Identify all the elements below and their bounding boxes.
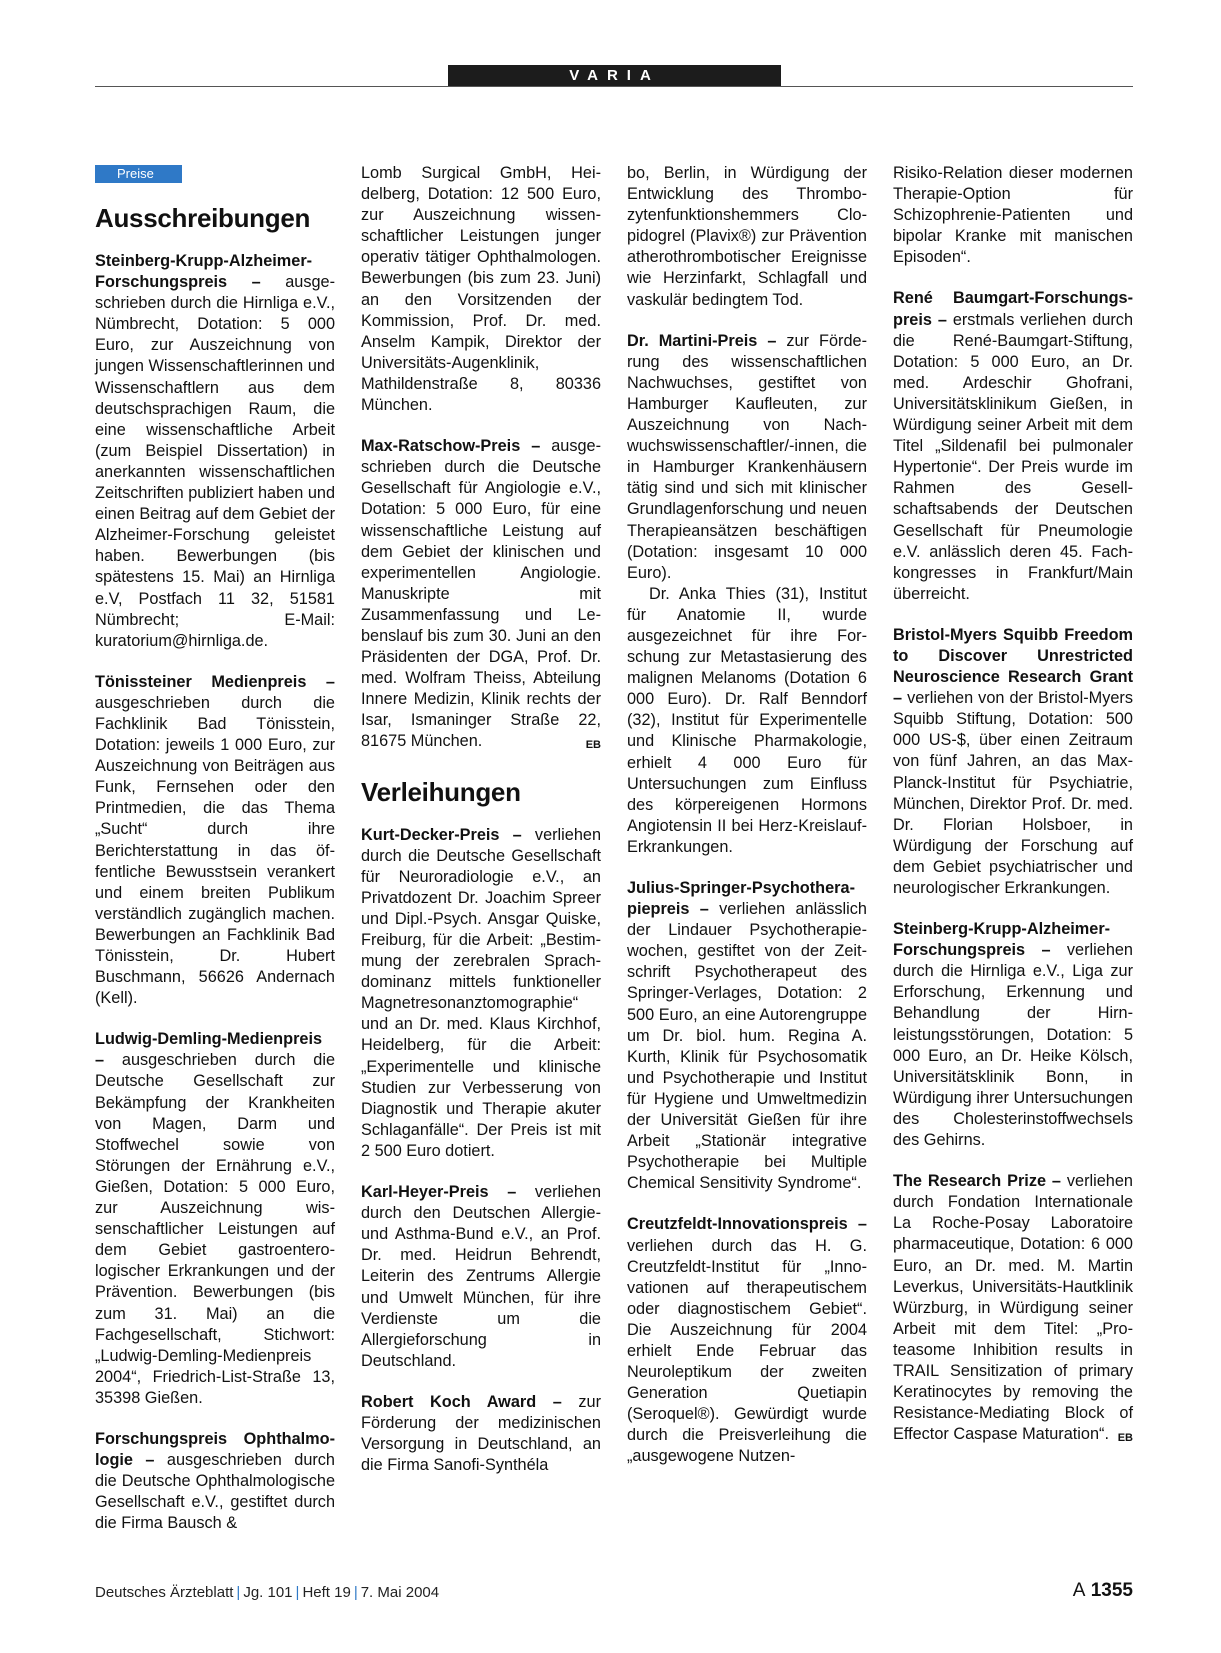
entry-title: René Baumgart-Forschungspreis – bbox=[893, 289, 1133, 329]
entry-title: Forschungspreis Ophthalmologie – bbox=[95, 1429, 335, 1470]
entry bbox=[95, 1429, 335, 1534]
page-prefix: A bbox=[1072, 1580, 1086, 1601]
entry bbox=[893, 919, 1133, 1151]
entry bbox=[361, 1182, 601, 1372]
entry-title: Bristol-Myers Squibb Freedom to Discover Unrestricted Neuroscience Research Grant – bbox=[893, 625, 1133, 708]
entry-title: Tönissteiner Medienpreis – bbox=[95, 672, 335, 691]
entry-title: Steinberg-Krupp-Alzheimer-Forschungspreis – bbox=[893, 920, 1111, 960]
entry-body: ausgeschrieben durch die Hirnliga e.V., Nümbrecht, Dotation: 5 000 Euro, zur Auszeichnung von jungen Wissenschaftlerinnen und Wissenschaftlern aus dem deutschsprachigen Raum, die eine wissenschaftliche Arbeit (zum Beispiel Dissertation) in anerkannten wissenschaftlichen Zeitschriften publiziert haben und einen Beitrag auf dem Gebiet der Alzheimer-Forschung geleistet haben. Bewerbungen (bis spätestens 15. Mai) an Hirnliga e.V, Postfach 11 32, 51581 Nümbrecht; E-Mail: kuratorium@hirnliga.de. bbox=[95, 273, 336, 650]
entry bbox=[627, 331, 867, 584]
entry-title: Robert Koch Award – bbox=[361, 1392, 562, 1411]
column-3 bbox=[627, 163, 867, 1488]
entry-body: verliehen durch den Deutschen Allergie- und Asthma-Bund e.V., an Prof. Dr. med. Heidrun Behrendt, Leiterin des Zentrums Allergie und Umwelt München, für ihre Verdienste um die Allergieforschung in Deutschland. bbox=[361, 1183, 601, 1370]
section-title-verleihungen: Verleihungen bbox=[361, 776, 521, 807]
entry-body: zur Förderung des wissenschaftlichen Nachwuchses, gestiftet von Hamburger Kaufleuten, zur Auszeichnung von Nachwuchswissenschaftler/-innen, die in Hamburger Krankenhäusern tätig sind und sich mit klinischer Grundlagenforschung und neuen Therapieansätzen beschäftigen (Dotation: insgesamt 10 000 Euro). bbox=[627, 331, 867, 582]
volume: Jg. 101 bbox=[243, 1584, 293, 1601]
entry bbox=[893, 625, 1133, 899]
issue-date: 7. Mai 2004 bbox=[360, 1584, 440, 1601]
author-signature: EB bbox=[585, 739, 601, 752]
entry-body: verliehen von der Bristol-Myers Squibb Stiftung, Dotation: 500 000 US-$, über einen Zeitraum von fünf Jahren, an das Max-Planck-Institut für Psychiatrie, München, Direktor Prof. Dr. med. Dr. Florian Holsboer, in Würdigung der Forschung auf dem Gebiet psychiatrischer und neurologischer Erkrankungen. bbox=[893, 689, 1133, 897]
entry-continued: bo, Berlin, in Würdigung der Entwicklung des Thrombozytenfunktionshemmers Clopidogrel (Plavix®) zur Prävention atherothrombotischer Ereignisse wie Herzinfarkt, Schlagfall und vaskulär bedingtem Tod. bbox=[627, 164, 867, 309]
entry-body: verliehen anlässlich der Lindauer Psychotherapiewochen, gestiftet von der Zeitschrift Psychotherapeut des Springer-Verlages, Dotation: 2 500 Euro, an eine Autorengruppe um Dr. biol. hum. Regina A. Kurth, Klinik für Psychosomatik und Psychotherapie und Institut für Hygiene und Umweltmedizin der Universität Gießen für ihre Arbeit „Stationär integrative Psychotherapie bei Multiple Chemical Sensitivity Syndrome“. bbox=[627, 900, 867, 1193]
entry-title: Max-Ratschow-Preis – bbox=[361, 437, 541, 456]
column-2 bbox=[361, 163, 601, 1496]
entry bbox=[893, 1171, 1133, 1445]
entry bbox=[95, 251, 335, 652]
entry-body: verliehen durch das H. G. Creutzfeldt-Institut für „Innovationen auf therapeutischem oder diagnostischem Gebiet“. Die Auszeichnung für 2004 erhielt Ende Februar das Neuroleptikum der zweiten Generation Quetiapin (Seroquel®). Gewürdigt wurde durch die Preisverleihung die „ausgewogene Nutzen- bbox=[627, 1236, 867, 1466]
page-number bbox=[1073, 1580, 1133, 1602]
footer-citation bbox=[95, 1584, 439, 1601]
entry-title: Julius-Springer-Psychotherapiepreis – bbox=[627, 879, 855, 919]
entry-body: erstmals verliehen durch die René-Baumgart-Stiftung, Dotation: 5 000 Euro, an Dr. med. Ardeschir Ghofrani, Universitätsklinikum Gießen, in Würdigung seiner Arbeit mit dem Titel „Sildenafil bei pulmonaler Hypertonie“. Der Preis wurde im Rahmen des Gesellschaftsabends der Deutschen Gesellschaft für Pneumologie e.V. anlässlich deren 45. Fachkongresses in Frankfurt/Main überreicht. bbox=[893, 310, 1133, 603]
entry bbox=[95, 672, 335, 1010]
separator: | bbox=[295, 1584, 300, 1601]
entry-title: Ludwig-Demling-Medienpreis – bbox=[95, 1030, 323, 1070]
issue: Heft 19 bbox=[302, 1584, 351, 1601]
journal-name: Deutsches Ärzteblatt bbox=[95, 1584, 234, 1601]
entry-body: ausgeschrieben durch die Deutsche Gesellschaft für Angiologie e.V., Dotation: 5 000 Euro, für eine wissenschaftliche Leistung auf dem Gebiet der klinischen und experimentellen Angiologie. Manuskripte mit Zusammenfassung und Lebenslauf bis zum 30. Juni an den Präsidenten der DGA, Prof. Dr. med. Wolfram Theiss, Abteilung Innere Medizin, Klinik rechts der Isar, Ismaninger Straße 22, 81675 München. bbox=[361, 437, 602, 751]
separator: | bbox=[353, 1584, 358, 1601]
entry bbox=[361, 825, 601, 1163]
entry-body: zur Förderung der medizinischen Versorgung in Deutschland, an die Firma Sanofi-Synthéla bbox=[361, 1392, 601, 1475]
entry bbox=[893, 288, 1133, 604]
entry-title: Kurt-Decker-Preis – bbox=[361, 825, 522, 844]
entry-body: verliehen durch die Deutsche Gesellschaft für Neuroradiologie e.V., an Privatdozent Dr. Joachim Spreer und Dipl.-Psych. Ansgar Quiske, Freiburg, für die Arbeit: „Bestimmung der zerebralen Sprachdominanz mittels funktioneller Magnetresonanztomographie“ und an Dr. med. Klaus Kirchhof, Heidelberg, für die Arbeit: „Experimentelle und klinische Studien zur Verbesserung von Diagnostik und Therapie akuter Schlaganfälle“. Der Preis ist mit 2 500 Euro dotiert. bbox=[361, 825, 601, 1160]
column-1 bbox=[95, 163, 335, 1554]
entry-continued: Lomb Surgical GmbH, Heidelberg, Dotation: 12 500 Euro, zur Auszeichnung wissenschaftlicher Leistungen junger operativ tätiger Ophthalmologen. Bewerbungen (bis zum 23. Juni) an den Vorsitzenden der Kommission, Prof. Dr. med. Anselm Kampik, Direktor der Universitäts-Augenklinik, Mathildenstraße 8, 80336 München. bbox=[361, 164, 601, 415]
separator: | bbox=[236, 1584, 241, 1601]
entry-title: Creutzfeldt-Innovationspreis – bbox=[627, 1215, 867, 1234]
entry-body: verliehen durch Fondation Internationale La Roche-Posay Laboratoire pharmaceutique, Dotation: 6 000 Euro, an Dr. med. M. Martin Leverkus, Universitäts-Hautklinik Würzburg, in Würdigung seiner Arbeit mit dem Titel: „Proteasome Inhibition results in TRAIL Sensitization of primary Keratinocytes by removing the Resistance-Mediating Block of Effector Caspase Maturation“. bbox=[893, 1172, 1133, 1444]
entry-paragraph: Dr. Anka Thies (31), Institut für Anatomie II, wurde ausgezeichnet für ihre Forschung zur Metastasierung des malignen Melanoms (Dotation 6 000 Euro). Dr. Ralf Benndorf (32), Institut für Experimentelle und Klinische Pharmakologie, erhielt 4 000 Euro für Untersuchungen zum Einfluss des körpereigenen Hormons Angiotensin II bei Herz-Kreislauf-Erkrankungen. bbox=[627, 584, 867, 856]
entry bbox=[361, 1392, 601, 1476]
entry-body: ausgeschrieben durch die Fachklinik Bad Tönisstein, Dotation: jeweils 1 000 Euro, zur Auszeichnung von Beiträgen aus Funk, Fernsehen oder den Printmedien, die das Thema „Sucht“ durch ihre Berichterstattung in das öffentliche Bewusstsein verankert und einem breiten Publikum verständlich zugänglich machen. Bewerbungen an Fachklinik Bad Tönisstein, Dr. Hubert Buschmann, 56626 Andernach (Kell). bbox=[95, 693, 335, 1008]
entry-title: Steinberg-Krupp-Alzheimer-Forschungspreis – bbox=[95, 252, 313, 292]
column-4 bbox=[893, 163, 1133, 1465]
entry-title: Dr. Martini-Preis – bbox=[627, 331, 777, 350]
entry-body: ausgeschrieben durch die Deutsche Ophthalmologische Gesellschaft e.V., gestiftet durch die Firma Bausch & bbox=[95, 1451, 335, 1533]
entry-continued: Risiko-Relation dieser modernen Therapie-Option für Schizophrenie-Patienten und bipolar Kranke mit manischen Episoden“. bbox=[893, 164, 1133, 267]
section-title-ausschreibungen: Ausschreibungen bbox=[95, 203, 311, 233]
entry-body: verliehen durch die Hirnliga e.V., Liga zur Erforschung, Erkennung und Behandlung der Hirnleistungsstörungen, Dotation: 5 000 Euro, an Dr. Heike Kölsch, Universitätsklinik Bonn, in Würdigung ihrer Untersuchungen des Cholesterinstoffwechsels des Gehirns. bbox=[893, 941, 1133, 1150]
entry bbox=[627, 1214, 867, 1467]
page-number-value: 1355 bbox=[1090, 1580, 1133, 1601]
entry-title: The Research Prize – bbox=[893, 1172, 1061, 1191]
entry bbox=[95, 1029, 335, 1409]
entry bbox=[361, 436, 601, 752]
entry-body: ausgeschrieben durch die Deutsche Gesellschaft zur Bekämpfung der Krankheiten von Magen, Darm und Stoffwechel sowie von Störungen der Ernährung e.V., Gießen, Dotation: 5 000 Euro, zur Auszeichnung wissenschaftlicher Leistungen auf dem Gebiet gastroenterologischer Erkrankungen und der Prävention. Bewerbungen (bis zum 31. Mai) an die Fachgesellschaft, Stichwort: „Ludwig-Demling-Medienpreis 2004“, Friedrich-List-Straße 13, 35398 Gießen. bbox=[95, 1051, 335, 1407]
entry bbox=[627, 878, 867, 1194]
section-header: VARIA bbox=[448, 65, 781, 86]
category-tag: Preise bbox=[95, 165, 182, 183]
header-rule bbox=[95, 86, 1133, 87]
author-signature: EB bbox=[1117, 1432, 1133, 1445]
entry-title: Karl-Heyer-Preis – bbox=[361, 1183, 517, 1202]
